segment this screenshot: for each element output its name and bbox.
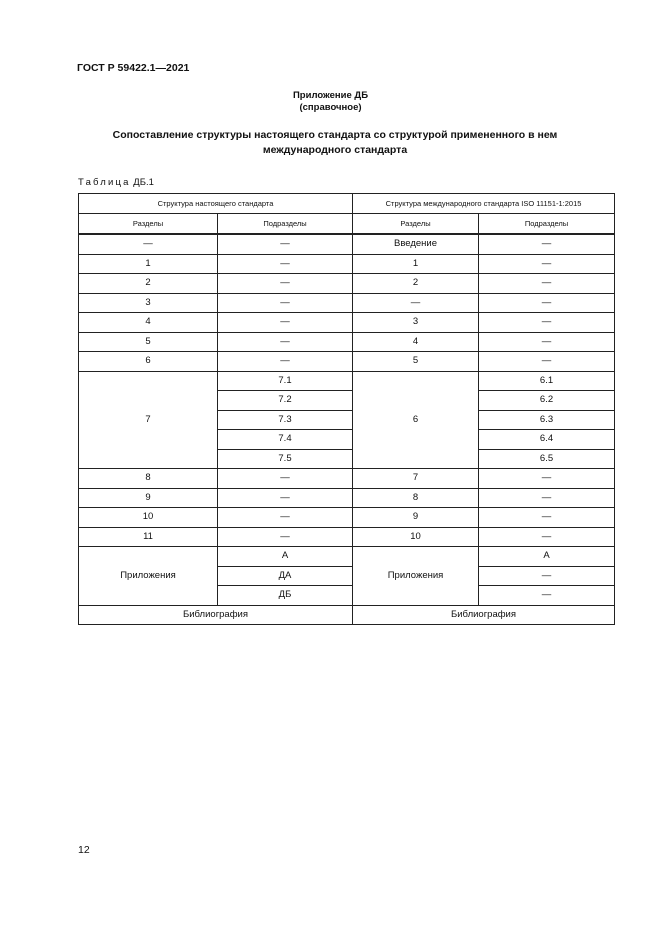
cell-section-left: 8 [79,469,218,489]
cell-section-left: 1 [79,254,218,274]
header-subsections-left: Подразделы [218,214,353,235]
cell-section-left: 4 [79,313,218,333]
cell-section-right: 6 [353,371,479,469]
cell-subsection-left: 7.4 [218,430,353,450]
cell-subsection-right: — [479,352,615,372]
cell-section-left: 6 [79,352,218,372]
cell-section-left: 2 [79,274,218,294]
table-header-columns-row [79,214,615,235]
header-sections-right: Разделы [353,214,479,235]
cell-section-left: 3 [79,293,218,313]
cell-subsection-right: — [479,332,615,352]
cell-subsection-right: — [479,527,615,547]
cell-section-right: 4 [353,332,479,352]
cell-annex-left: Приложения [79,547,218,606]
table-row [79,234,615,254]
document-header: ГОСТ Р 59422.1—2021 [77,62,190,74]
cell-section-right: 5 [353,352,479,372]
cell-section-left: — [79,234,218,254]
table-header-group-row [79,194,615,214]
table-label [78,177,154,188]
table-row-bibliography [79,605,615,625]
table-row [79,254,615,274]
table-row [79,332,615,352]
cell-annex-sub-left: ДБ [218,586,353,606]
cell-bibliography-left: Библиография [79,605,353,625]
cell-annex-right: Приложения [353,547,479,606]
cell-annex-sub-right: А [479,547,615,567]
cell-subsection-left: 7.1 [218,371,353,391]
cell-section-left: 5 [79,332,218,352]
cell-subsection-right: — [479,313,615,333]
cell-section-right: 9 [353,508,479,528]
cell-subsection-left: — [218,293,353,313]
appendix-name: Приложение ДБ [292,90,369,101]
cell-section-left: 10 [79,508,218,528]
table-row [79,547,615,567]
table-row [79,352,615,372]
cell-subsection-right: 6.1 [479,371,615,391]
cell-section-right: Введение [353,234,479,254]
cell-subsection-right: — [479,254,615,274]
cell-subsection-left: — [218,274,353,294]
appendix-kind: (справочное) [299,102,362,113]
cell-subsection-left: 7.5 [218,449,353,469]
cell-section-left: 11 [79,527,218,547]
cell-subsection-right: — [479,293,615,313]
header-sections-left: Разделы [79,214,218,235]
table-row [79,469,615,489]
table-row [79,293,615,313]
cell-section-right: 10 [353,527,479,547]
cell-section-right: 1 [353,254,479,274]
document-title: Сопоставление структуры настоящего стандарта со структурой примененного в нем международного стандарта [112,129,558,156]
table-row [79,371,615,391]
cell-section-left: 7 [79,371,218,469]
cell-subsection-left: — [218,254,353,274]
cell-section-right: 3 [353,313,479,333]
cell-subsection-left: — [218,234,353,254]
header-subsections-right: Подразделы [479,214,615,235]
table-row [79,527,615,547]
cell-annex-sub-left: ДА [218,566,353,586]
cell-subsection-left: — [218,352,353,372]
cell-section-right: 2 [353,274,479,294]
cell-subsection-right: 6.4 [479,430,615,450]
cell-subsection-left: — [218,488,353,508]
structure-comparison-table [78,193,615,625]
cell-subsection-left: — [218,469,353,489]
cell-subsection-left: — [218,313,353,333]
cell-annex-sub-right: — [479,586,615,606]
cell-subsection-right: — [479,234,615,254]
appendix-heading [0,90,661,114]
table-row [79,488,615,508]
table-body [79,194,615,625]
cell-annex-sub-left: А [218,547,353,567]
cell-subsection-right: — [479,488,615,508]
page-number: 12 [78,844,90,856]
table-label-prefix: Таблица [78,177,131,188]
cell-subsection-right: — [479,274,615,294]
cell-subsection-left: 7.2 [218,391,353,411]
cell-subsection-right: 6.5 [479,449,615,469]
cell-section-right: 7 [353,469,479,489]
cell-bibliography-right: Библиография [353,605,615,625]
table-row [79,274,615,294]
cell-subsection-right: — [479,469,615,489]
cell-subsection-right: 6.3 [479,410,615,430]
cell-subsection-right: — [479,508,615,528]
table-row [79,313,615,333]
cell-section-right: — [353,293,479,313]
header-right-group: Структура международного стандарта ISO 11151-1:2015 [353,194,615,214]
cell-subsection-left: 7.3 [218,410,353,430]
cell-section-right: 8 [353,488,479,508]
header-left-group: Структура настоящего стандарта [79,194,353,214]
table-row [79,508,615,528]
cell-subsection-left: — [218,527,353,547]
table-label-number: ДБ.1 [133,177,154,188]
cell-subsection-left: — [218,332,353,352]
cell-subsection-left: — [218,508,353,528]
cell-annex-sub-right: — [479,566,615,586]
cell-subsection-right: 6.2 [479,391,615,411]
cell-section-left: 9 [79,488,218,508]
